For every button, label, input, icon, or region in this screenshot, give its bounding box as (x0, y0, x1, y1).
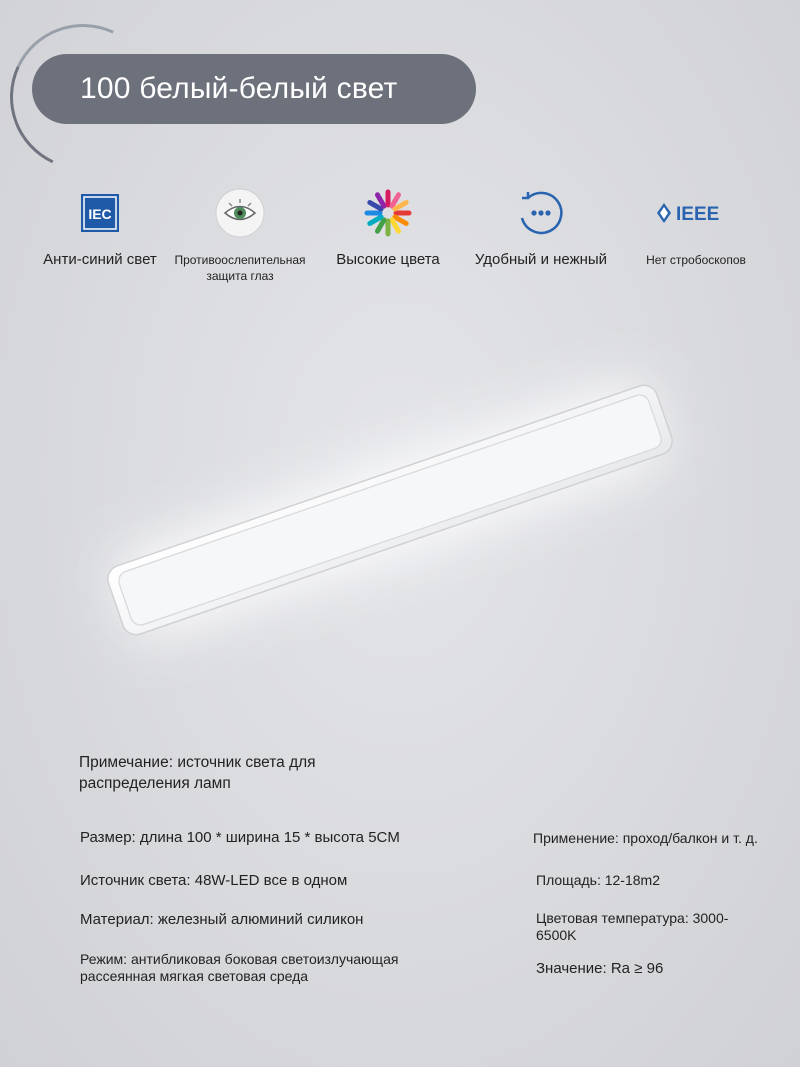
spec-size: Размер: длина 100 * ширина 15 * высота 5CM (80, 829, 400, 846)
color-ray (395, 217, 406, 224)
feature-label: Высокие цвета (336, 251, 440, 268)
feature-label: Нет стробоскопов (646, 253, 746, 267)
spec-material: Материал: железный алюминий силикон (80, 911, 364, 928)
feature-high-colors (313, 188, 463, 269)
color-ray (370, 203, 381, 210)
ieee-logo-icon (621, 188, 771, 238)
eye-icon (165, 188, 315, 238)
color-ray (392, 220, 399, 231)
page-title: 100 белый-белый свет (80, 72, 398, 105)
dimming-dots-icon (466, 188, 616, 238)
color-ray (378, 220, 385, 231)
title-banner (32, 54, 476, 124)
feature-label: Противоослепительная защита глаз (174, 253, 306, 283)
spec-light-source: Источник света: 48W-LED все в одном (80, 872, 348, 889)
feature-anti-blue (25, 188, 175, 269)
iec-logo-icon (25, 188, 175, 238)
color-ray (378, 195, 385, 206)
color-ray (392, 195, 399, 206)
note-text: Примечание: источник света для распределения ламп (79, 754, 316, 792)
feature-label: Анти-синий свет (43, 251, 157, 268)
color-ray (395, 203, 406, 210)
spec-ra-value: Значение: Ra ≥ 96 (536, 960, 664, 977)
feature-comfortable (466, 188, 616, 269)
spec-application: Применение: проход/балкон и т. д. (533, 830, 758, 846)
spec-color-temperature: Цветовая температура: 3000-6500K (536, 910, 729, 943)
spec-area: Площадь: 12-18m2 (536, 872, 660, 888)
svg-text:IEC: IEC (88, 206, 112, 222)
ceiling-lamp-image (0, 330, 800, 690)
svg-text:IEEE: IEEE (676, 204, 720, 225)
spec-mode: Режим: антибликовая боковая светоизлучающая рассеянная мягкая световая среда (80, 951, 399, 984)
feature-label: Удобный и нежный (474, 251, 608, 268)
color-ray (370, 217, 381, 224)
feature-no-flicker (621, 188, 771, 268)
color-wheel-icon (313, 188, 463, 238)
feature-anti-glare (165, 188, 315, 284)
